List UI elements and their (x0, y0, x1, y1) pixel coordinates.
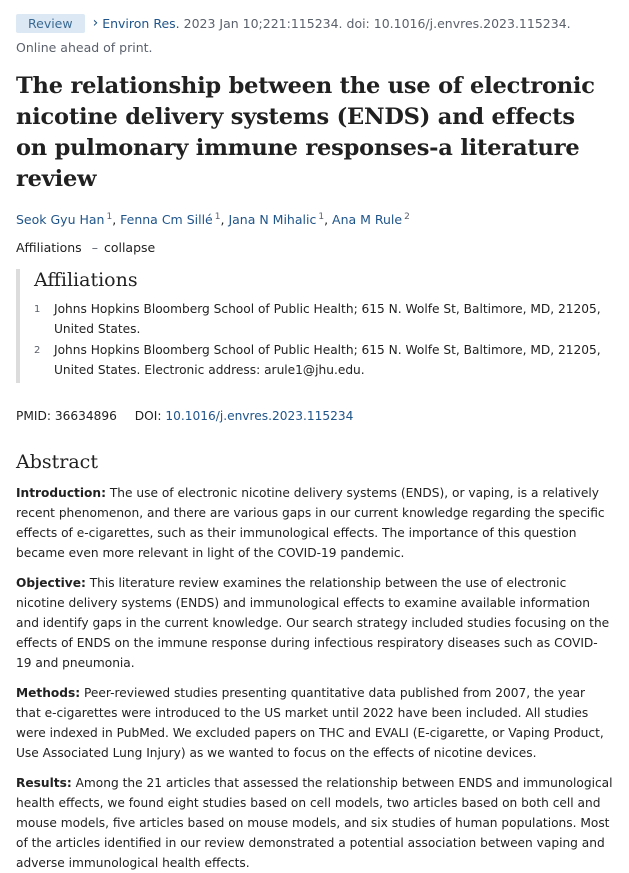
author-link[interactable]: Fenna Cm Sillé (120, 212, 213, 228)
chevron-right-icon[interactable]: › (92, 15, 99, 31)
pmid-label: PMID: (16, 409, 51, 424)
abstract-section-introduction (16, 483, 613, 563)
affiliations-heading: Affiliations (34, 269, 138, 292)
author-link[interactable]: Ana M Rule (332, 212, 403, 228)
abstract-section-methods (16, 683, 613, 763)
affiliation-text: Johns Hopkins Bloomberg School of Public Health; 615 N. Wolfe St, Baltimore, MD, 21205, United States. Electronic address: arule1@jhu.edu. (54, 343, 601, 378)
section-text: The use of electronic nicotine delivery systems (ENDS), or vaping, is a relatively recent phenomenon, and there are various gaps in our current knowledge regarding the specific effects of e-cigarettes, such as their immunological effects. The importance of this question became even more relevant in light of the COVID-19 pandemic. (16, 486, 605, 561)
article-identifiers (16, 409, 613, 423)
doi-label: DOI: (134, 409, 162, 424)
author-link[interactable]: Jana N Mihalic (228, 212, 317, 228)
affiliations-toggle[interactable] (16, 240, 613, 255)
section-label: Objective: (16, 576, 86, 591)
affiliations-list (34, 299, 613, 383)
section-text: Among the 21 articles that assessed the relationship between ENDS and immunological health effects, we found eight studies based on cell models, two articles based on both cell and mouse models, five articles based on mouse models, and six studies of human populations. Most of the articles identified in our review demonstrated a potential association between vaping and adverse immunological health effects. (16, 776, 613, 871)
section-text: Peer-reviewed studies presenting quantitative data published from 2007, the year that e-cigarettes were introduced to the US market until 2022 have been included. All studies were indexed in PubMed. We excluded papers on THC and EVALI (E-cigarette, or Vaping Product, Use Associated Lung Injury) as we wanted to focus on the effects of nicotine devices. (16, 686, 604, 761)
section-label: Introduction: (16, 486, 106, 501)
collapse-link[interactable]: collapse (103, 240, 156, 256)
minus-icon: – (91, 240, 98, 256)
abstract-section-results (16, 773, 613, 873)
author-link[interactable]: Seok Gyu Han (16, 212, 105, 228)
citation-line (16, 12, 613, 34)
abstract-heading: Abstract (16, 451, 98, 474)
citation-text: 2023 Jan 10;221:115234. doi: 10.1016/j.envres.2023.115234. (183, 15, 571, 31)
author-affiliation-ref[interactable]: 1 (318, 212, 325, 222)
section-label: Results: (16, 776, 72, 791)
article-title: The relationship between the use of electronic nicotine delivery systems (ENDS) and effects on pulmonary immune responses-a literature review (16, 73, 595, 192)
author-affiliation-ref[interactable]: 1 (214, 212, 221, 222)
section-text: This literature review examines the relationship between the use of electronic nicotine delivery systems (ENDS) and immunological effects to examine available information and identify gaps in the current knowledge. Our search strategy included studies focusing on the effects of ENDS on the immune response during infectious respiratory diseases such as COVID-19 and pneumonia. (16, 576, 610, 671)
author-list: Seok Gyu Han $^1$, Fenna Cm Sillé $^1$, Jana N Mihalic $^1$, Ana M Rule $^2$ (16, 212, 410, 228)
doi-link[interactable]: 10.1016/j.envres.2023.115234 (165, 409, 354, 424)
pmid-value: 36634896 (54, 409, 117, 424)
section-label: Methods: (16, 686, 81, 701)
journal-link[interactable]: Environ Res. (102, 15, 180, 31)
author-affiliation-ref[interactable]: 2 (404, 212, 410, 222)
abstract-section-objective (16, 573, 613, 673)
affiliation-item (34, 299, 613, 339)
affiliation-number: 1 (34, 304, 41, 316)
affiliation-number: 2 (34, 345, 41, 357)
affiliations-panel (16, 269, 613, 383)
author-affiliation-ref[interactable]: 1 (106, 212, 113, 222)
affiliation-text: Johns Hopkins Bloomberg School of Public Health; 615 N. Wolfe St, Baltimore, MD, 21205, United States. (54, 302, 601, 337)
affiliations-toggle-label[interactable]: Affiliations (16, 240, 82, 256)
affiliation-item (34, 340, 613, 380)
publication-status: Online ahead of print. (16, 40, 153, 55)
publication-type-badge: Review (16, 14, 85, 33)
